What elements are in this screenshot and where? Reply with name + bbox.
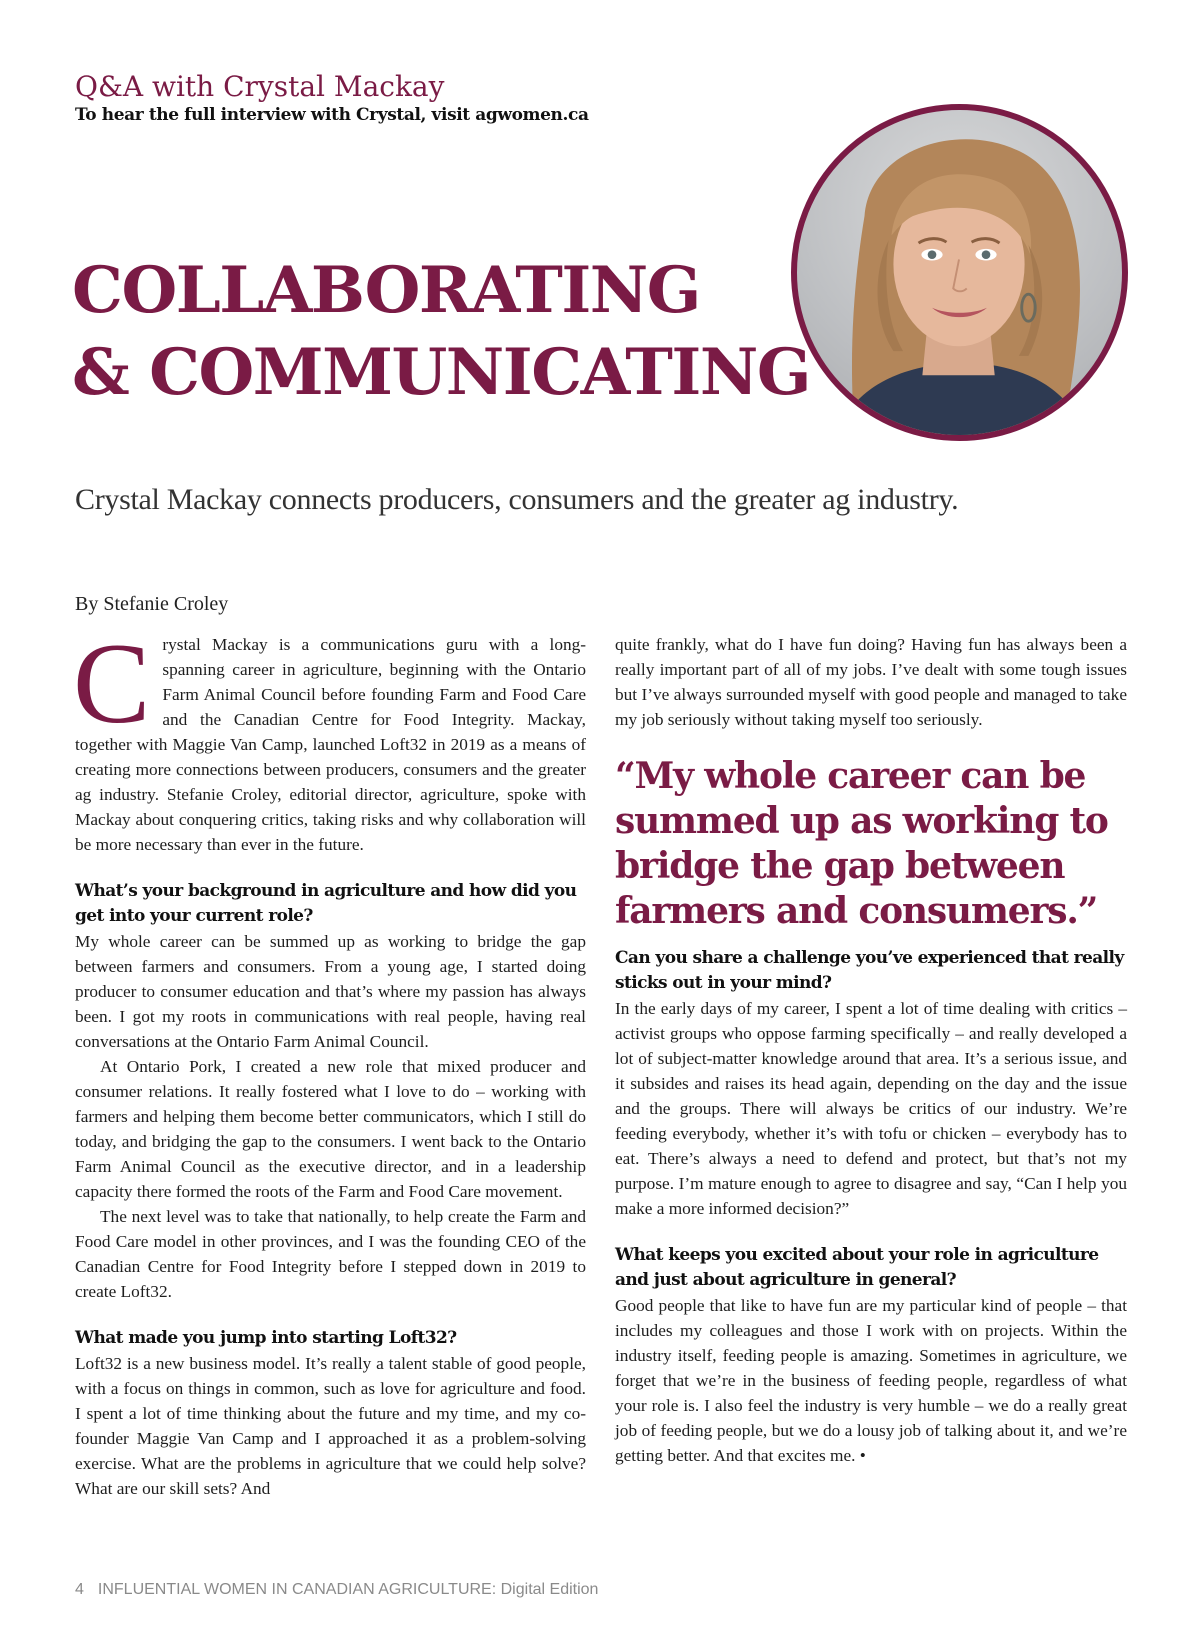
edition-label: : Digital Edition — [491, 1581, 599, 1598]
publication-name: INFLUENTIAL WOMEN IN CANADIAN AGRICULTURE — [97, 1581, 492, 1598]
question-4: What keeps you excited about your role in agriculture and just about agriculture in general? — [615, 1245, 1099, 1290]
answer-1-paragraph-2: At Ontario Pork, I created a new role that mixed producer and consumer relations. It really fostered what I love to do – working with farmers and helping them become better communicators, which I still do today, and bridging the gap to the consumers. I went back to the Ontario Farm Animal Council as the executive director, and in a leadership capacity there formed the roots of the Farm and Food Care movement. — [75, 1057, 586, 1201]
byline: By Stefanie Croley — [75, 593, 229, 615]
dek: Crystal Mackay connects producers, consumers and the greater ag industry. — [75, 483, 959, 516]
answer-1-paragraph-3: The next level was to take that nationally, to help create the Farm and Food Care model in other provinces, and I was the founding CEO of the Canadian Centre for Food Integrity before I stepped down in 2019 to create Loft32. — [75, 1207, 586, 1301]
intro-paragraph — [73, 620, 586, 857]
answer-2-paragraph-1: Loft32 is a new business model. It’s really a talent stable of good people, with a focus on things in common, such as love for agriculture and food. I spent a lot of time thinking about the future and my time, and my co-founder Maggie Van Camp and I approached it as a problem-solving exercise. What are the problems in agriculture that we could help solve? What are our skill sets? And — [75, 1354, 586, 1498]
left-column — [73, 620, 586, 1501]
pull-quote: “My whole career can be summed up as working to bridge the gap between farmers and consumers.” — [615, 755, 1108, 932]
answer-3-paragraph-1: In the early days of my career, I spent a lot of time dealing with critics – activist groups who oppose farming specifically – and really developed a lot of subject-matter knowledge around that area. It’s a serious issue, and it subsides and raises its head again, depending on the day and the issue and the groups. There will always be critics of our industry. We’re feeding everybody, whether it’s with tofu or chicken – everybody has to eat. There’s always a need to defend and protect, but that’s not my purpose. I’m mature enough to agree to disagree and say, “Can I help you make a more informed decision?” — [615, 999, 1127, 1218]
page-footer — [75, 1581, 598, 1599]
page-number: 4 — [75, 1581, 84, 1598]
portrait-photo — [791, 104, 1128, 441]
headline-line-2: & COMMUNICATING — [72, 335, 810, 410]
answer-2-continued: quite frankly, what do I have fun doing? Having fun has always been a really important part of all of my jobs. I’ve dealt with some tough issues but I’ve always surrounded myself with good people and managed to take my job seriously without taking myself too seriously. — [615, 635, 1127, 729]
question-2: What made you jump into starting Loft32? — [75, 1328, 457, 1348]
intro-text: rystal Mackay is a communications guru with a long-spanning career in agriculture, beginning with the Ontario Farm Animal Council before founding Farm and Food Care and the Canadian Centre for Food Integrity. Mackay, together with Maggie Van Camp, launched Loft32 in 2019 as a means of creating more connections between producers, consumers and the greater ag industry. Stefanie Croley, editorial director, agriculture, spoke with Mackay about conquering critics, taking risks and why collaboration will be more necessary than ever in the future. — [75, 635, 586, 854]
headline — [72, 250, 810, 414]
section-kicker: Q&A with Crystal Mackay — [75, 70, 445, 103]
question-3: Can you share a challenge you’ve experienced that really sticks out in your mind? — [615, 948, 1124, 993]
answer-4-paragraph-1: Good people that like to have fun are my particular kind of people – that includes my colleagues and those I work with on projects. Within the industry itself, feeding people is amazing. Sometimes in agriculture, we forget that we’re in the business of feeding people, regardless of what your role is. I also feel the industry is very humble – we do a really great job of feeding people, but we do a lousy job of talking about it, and we’re getting better. And that excites me. • — [615, 1296, 1127, 1465]
portrait-illustration — [797, 110, 1122, 435]
right-column — [615, 632, 1127, 1468]
headline-line-1: COLLABORATING — [72, 253, 700, 328]
question-1: What’s your background in agriculture and how did you get into your current role? — [75, 881, 577, 926]
answer-1-paragraph-1: My whole career can be summed up as working to bridge the gap between farmers and consumers. From a young age, I started doing producer to consumer education and that’s where my passion has always been. I got my roots in communications with real people, having real conversations at the Ontario Farm Animal Council. — [75, 932, 586, 1051]
interview-link-note: To hear the full interview with Crystal, visit agwomen.ca — [75, 105, 589, 125]
drop-cap: C — [73, 620, 151, 748]
